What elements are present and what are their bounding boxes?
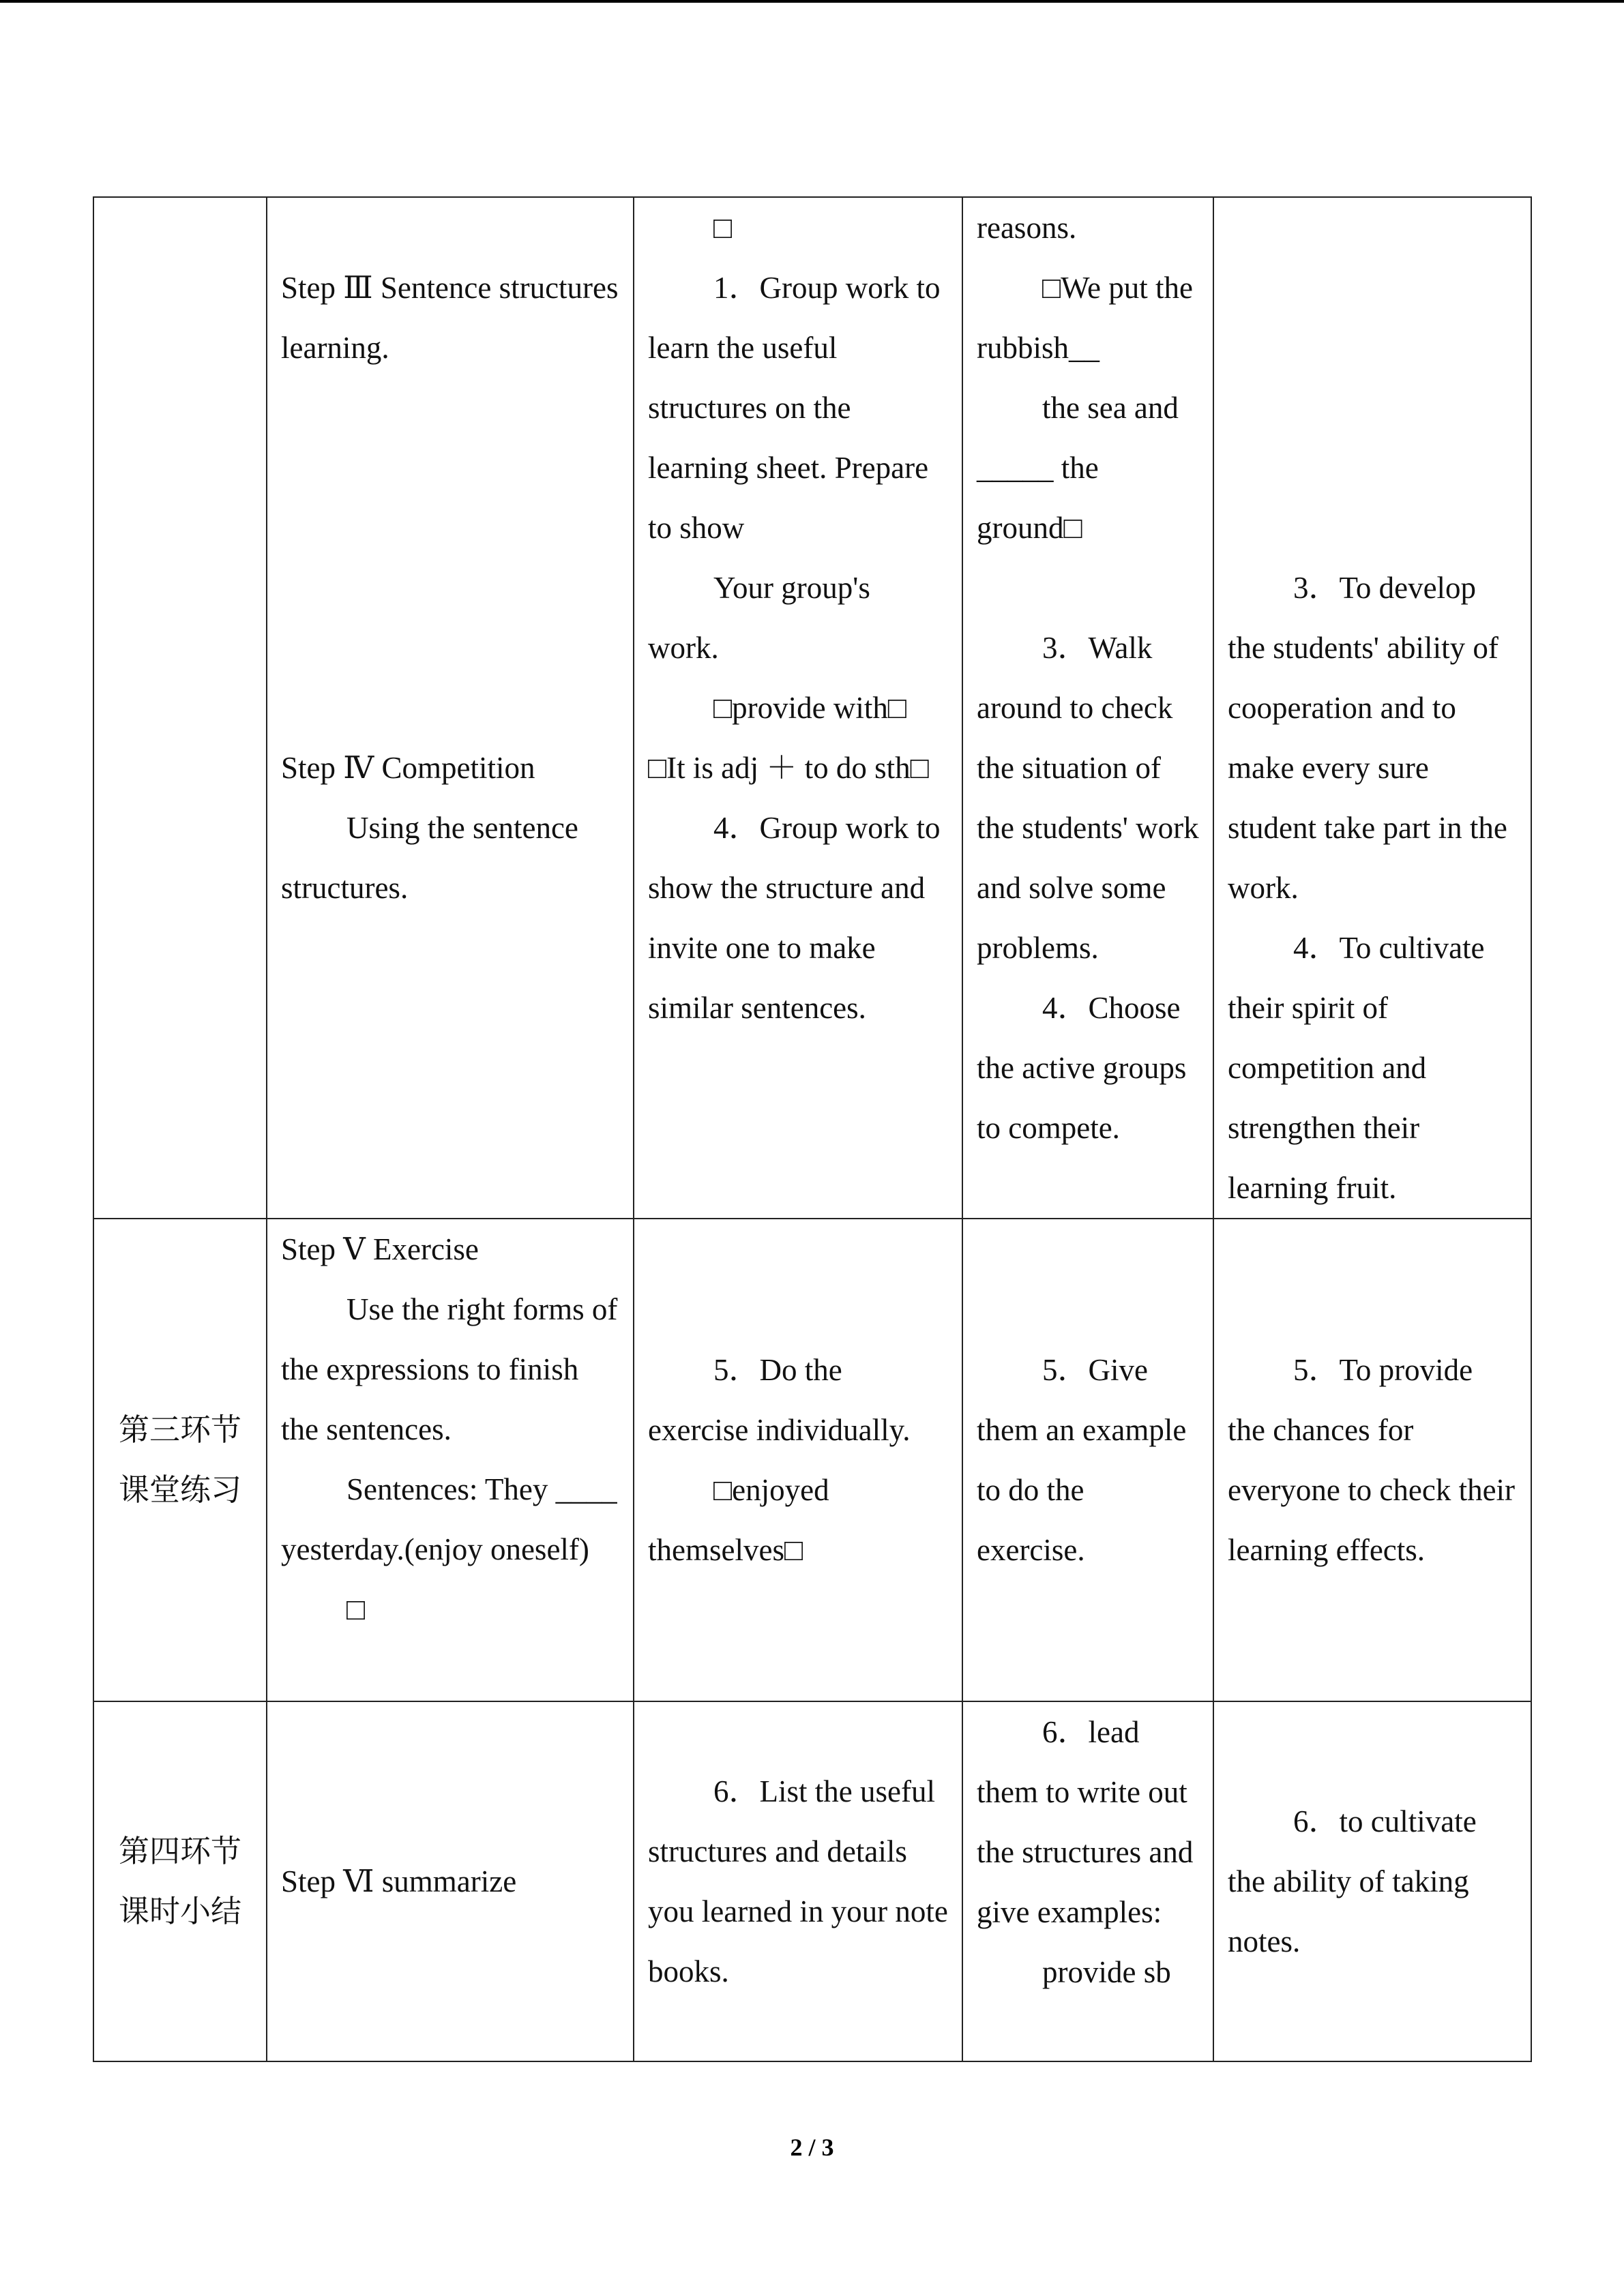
teacher-paragraph: provide sb — [1042, 1955, 1171, 1989]
top-border-line — [0, 0, 1624, 3]
process-cell — [267, 1219, 634, 1701]
stage-cell — [93, 1701, 267, 2061]
teacher-cell — [962, 1219, 1213, 1701]
teacher-paragraph: □We put the rubbish__ — [977, 271, 1194, 365]
process-cell — [267, 197, 634, 1219]
purpose-paragraph: 4．To cultivate their spirit of competition and strengthen their learning fruit. — [1228, 931, 1485, 1205]
teacher-paragraph: reasons. — [977, 211, 1077, 245]
student-paragraph: 5．Do the exercise individually. — [648, 1353, 911, 1447]
teacher-cell — [962, 197, 1213, 1219]
stage-cell — [93, 1219, 267, 1701]
student-cell — [634, 197, 962, 1219]
lesson-plan-table — [93, 196, 1532, 2062]
teacher-cell — [962, 1701, 1213, 2061]
teacher-paragraph: 5．Give them an example to do the exercise. — [977, 1353, 1187, 1567]
process-paragraph: Step Ⅳ Competition — [281, 751, 535, 785]
stage-label: 课堂练习 — [118, 1473, 241, 1507]
purpose-cell — [1213, 1219, 1531, 1701]
blank-line — [281, 198, 619, 258]
blank-line — [1228, 438, 1517, 498]
purpose-paragraph: 3．To develop the students' ability of cooperation and to make every sure student take part in the work. — [1228, 571, 1507, 905]
blank-line — [1228, 318, 1517, 378]
student-paragraph: □enjoyed themselves□ — [648, 1473, 829, 1567]
table-row — [93, 197, 1531, 1219]
purpose-cell — [1213, 1701, 1531, 2061]
stage-cell — [93, 197, 267, 1219]
blank-line — [281, 558, 619, 618]
process-paragraph: Using the sentence structures. — [281, 811, 578, 905]
student-paragraph: □It is adj ＋ to do sth□ — [648, 751, 929, 785]
blank-line — [977, 558, 1199, 618]
student-paragraph: Your group's work. — [648, 571, 870, 665]
blank-line — [281, 498, 619, 558]
student-paragraph: □ — [713, 211, 733, 245]
table-row — [93, 1701, 1531, 2061]
student-paragraph: 6．List the useful structures and details you learned in your note books. — [648, 1774, 948, 1988]
blank-line — [281, 438, 619, 498]
process-paragraph: Step Ⅲ Sentence structures learning. — [281, 271, 619, 365]
blank-line — [1228, 378, 1517, 438]
teacher-paragraph: 3．Walk around to check the situation of the students' work and solve some problems. — [977, 631, 1199, 965]
stage-label: 课时小结 — [118, 1894, 241, 1928]
process-cell — [267, 1701, 634, 2061]
process-paragraph: Step Ⅴ Exercise — [281, 1232, 479, 1266]
blank-line — [1228, 258, 1517, 318]
blank-line — [281, 678, 619, 738]
stage-label: 第三环节 — [118, 1413, 241, 1447]
blank-line — [281, 618, 619, 678]
student-paragraph: 4．Group work to show the structure and invite one to make similar sentences. — [648, 811, 941, 1025]
purpose-cell — [1213, 197, 1531, 1219]
student-cell — [634, 1701, 962, 2061]
blank-line — [1228, 498, 1517, 558]
teacher-paragraph: 6．lead them to write out the structures and give examples: — [977, 1715, 1194, 1929]
student-paragraph: 1．Group work to learn the useful structures on the learning sheet. Prepare to show — [648, 271, 941, 545]
process-paragraph: Step Ⅵ summarize — [281, 1864, 517, 1898]
teacher-paragraph: the sea and _____ the ground□ — [977, 391, 1179, 545]
page-number: 2 / 3 — [790, 2134, 834, 2161]
stage-label: 第四环节 — [118, 1834, 241, 1868]
blank-line — [1228, 198, 1517, 258]
student-paragraph: □provide with□ — [713, 691, 907, 725]
process-paragraph: □ — [346, 1592, 366, 1626]
process-paragraph: Use the right forms of the expressions to finish the sentences. — [281, 1292, 618, 1446]
blank-line — [281, 378, 619, 438]
table-body — [93, 197, 1531, 2061]
student-cell — [634, 1219, 962, 1701]
purpose-paragraph: 5．To provide the chances for everyone to check their learning effects. — [1228, 1353, 1516, 1567]
purpose-paragraph: 6．to cultivate the ability of taking notes. — [1228, 1804, 1477, 1958]
teacher-paragraph: 4．Choose the active groups to compete. — [977, 991, 1187, 1145]
process-paragraph: Sentences: They ____ yesterday.(enjoy oneself) — [281, 1472, 617, 1566]
table-row — [93, 1219, 1531, 1701]
